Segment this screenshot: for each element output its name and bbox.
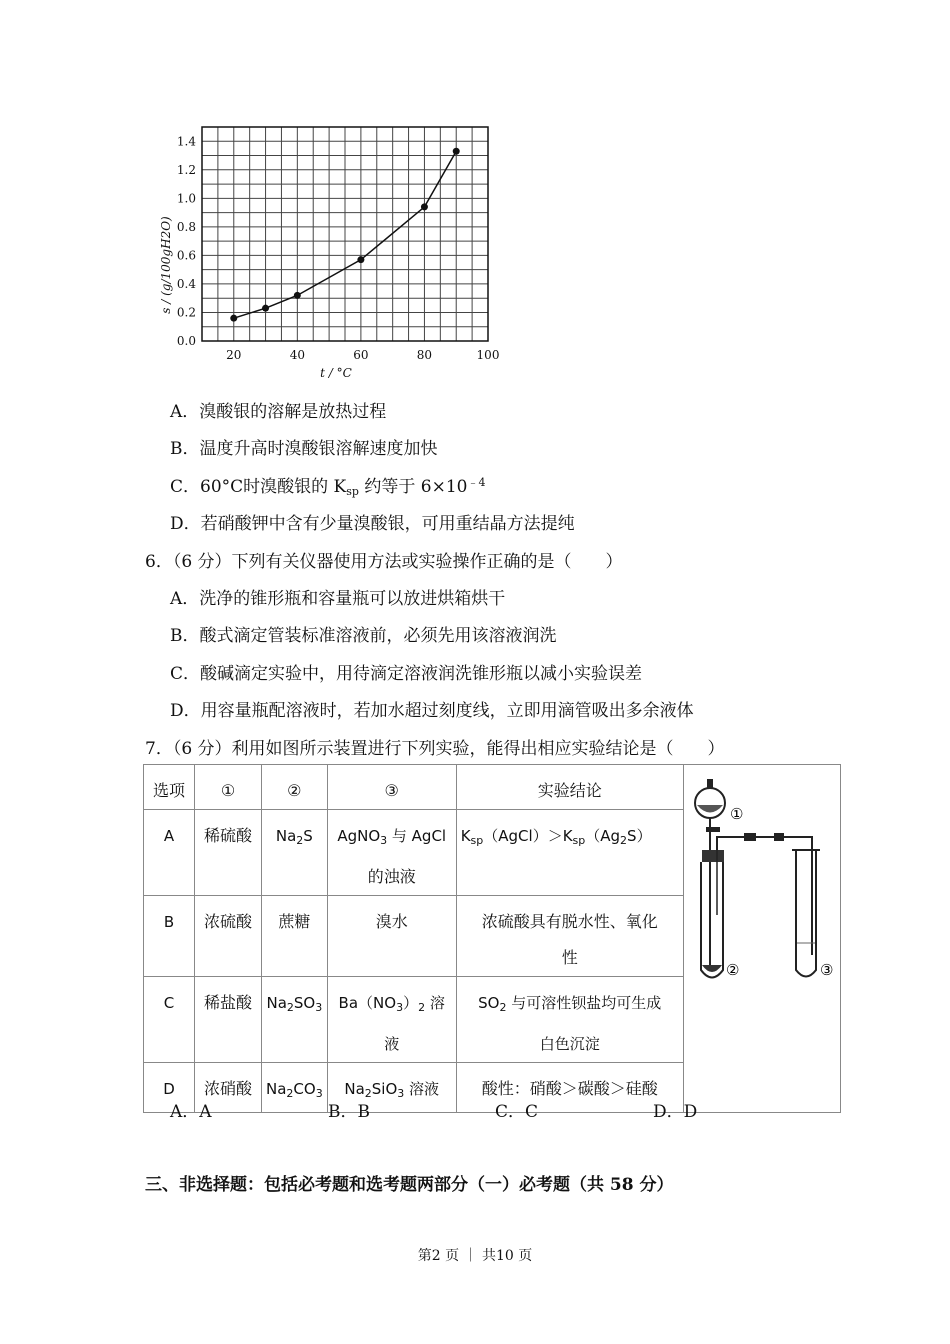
row-d-c1: 浓硝酸 [195, 1063, 262, 1113]
q6-option-b: B．酸式滴定管装标准溶液前，必须先用该溶液润洗 [170, 626, 557, 646]
row-a-conclusion: $K_{sp}(AgCl)>K_{sp}(Ag_2S)$ [456, 810, 683, 896]
q5-option-b: B．温度升高时溴酸银溶解速度加快 [170, 439, 438, 459]
header-option: 选项 [144, 765, 195, 810]
q6-option-d: D．用容量瓶配溶液时，若加水超过刻度线，立即用滴管吸出多余液体 [170, 701, 694, 721]
q7-option-d: D．D [653, 1102, 698, 1122]
row-c-c1: 稀盐酸 [195, 977, 262, 1063]
x-tick-label: 40 [289, 348, 305, 362]
y-tick-label: 0.4 [176, 276, 196, 291]
y-tick-label: 0.8 [176, 219, 196, 234]
funnel-bulb-icon [695, 788, 725, 818]
data-point [294, 292, 301, 299]
data-point [357, 256, 364, 263]
q6-option-c: C．酸碱滴定实验中，用待滴定溶液润洗锥形瓶以减小实验误差 [170, 664, 643, 684]
row-d-c2: $Na_2CO_3$ [262, 1063, 328, 1113]
q6-stem: 6．（6 分）下列有关仪器使用方法或实验操作正确的是（ ） [145, 552, 623, 572]
solubility-chart [150, 115, 510, 385]
section-3-heading: 三、非选择题：包括必考题和选考题两部分（一）必考题（共 58 分） [145, 1175, 674, 1195]
row-d-option: D [144, 1063, 195, 1113]
data-point [453, 148, 460, 155]
q5-option-d: D．若硝酸钾中含有少量溴酸银，可用重结晶方法提纯 [170, 514, 575, 534]
row-b-c3: 溴水 [327, 896, 456, 977]
row-d-conclusion: 酸性：硝酸＞碳酸＞硅酸 [456, 1063, 683, 1113]
chart-ylabel: s / (g/100gH2O) [159, 216, 173, 314]
q5-option-a: A．溴酸银的溶解是放热过程 [170, 402, 387, 422]
y-tick-label: 1.2 [176, 162, 196, 177]
x-tick-label: 80 [416, 348, 433, 362]
apparatus-cell [683, 765, 840, 1113]
delivery-tube [717, 837, 812, 955]
y-tick-label: 0.6 [176, 248, 196, 263]
row-d-c3: $Na_2SiO_3$ 溶液 [327, 1063, 456, 1113]
q7-option-c: C．C [495, 1102, 539, 1122]
q7-option-a: A．A [170, 1102, 212, 1122]
label-3: ③ [819, 961, 834, 979]
apparatus-diagram [684, 765, 840, 1085]
row-b-c1: 浓硫酸 [195, 896, 262, 977]
header-3: ③ [327, 765, 456, 810]
label-1: ① [729, 805, 744, 823]
x-tick-label: 60 [353, 348, 369, 362]
row-c-c3: $Ba(NO_3)_2$ 溶 液 [327, 977, 456, 1063]
label-2: ② [725, 961, 740, 979]
row-b-conclusion: 浓硫酸具有脱水性、氧化 性 [456, 896, 683, 977]
x-tick-label: 20 [226, 348, 242, 362]
row-a-option: A [144, 810, 195, 896]
chart-ticks [177, 134, 500, 362]
x-tick-label: 100 [476, 348, 500, 362]
row-c-conclusion: $SO_2$ 与可溶性钡盐均可生成 白色沉淀 [456, 977, 683, 1063]
row-b-option: B [144, 896, 195, 977]
row-b-c2: 蔗糖 [262, 896, 328, 977]
q5-option-c: C．60°C时溴酸银的 $K_{sp}$ 约等于 $6\times 10^{﹣4}$ [170, 476, 486, 498]
chart-xlabel: t / °C [320, 366, 352, 380]
header-2: ② [262, 765, 328, 810]
data-point [230, 315, 237, 322]
row-a-c3: AgNO$_3$ 与 AgCl 的浊液 [327, 810, 456, 896]
page-footer: 第2 页 ｜ 共10 页 [417, 1248, 533, 1264]
y-tick-label: 1.4 [176, 134, 196, 149]
q6-option-a: A．洗净的锥形瓶和容量瓶可以放进烘箱烘干 [170, 589, 506, 609]
header-conclusion: 实验结论 [456, 765, 683, 810]
y-tick-label: 0.0 [176, 334, 196, 348]
y-tick-label: 1.0 [176, 191, 196, 206]
q7-option-b: B．B [328, 1102, 370, 1122]
row-c-option: C [144, 977, 195, 1063]
row-a-c2: $Na_2S$ [262, 810, 328, 896]
row-a-c1: 稀硫酸 [195, 810, 262, 896]
header-1: ① [195, 765, 262, 810]
chart-grid [202, 127, 488, 341]
data-point [262, 305, 269, 312]
test-tube-2 [701, 862, 723, 978]
row-c-c2: $Na_2SO_3$ [262, 977, 328, 1063]
y-tick-label: 0.2 [176, 305, 196, 320]
q7-stem: 7．（6 分）利用如图所示装置进行下列实验，能得出相应实验结论是（ ） [145, 739, 725, 759]
q7-table [143, 764, 841, 1113]
data-point [421, 203, 428, 210]
funnel-liquid [697, 805, 723, 813]
